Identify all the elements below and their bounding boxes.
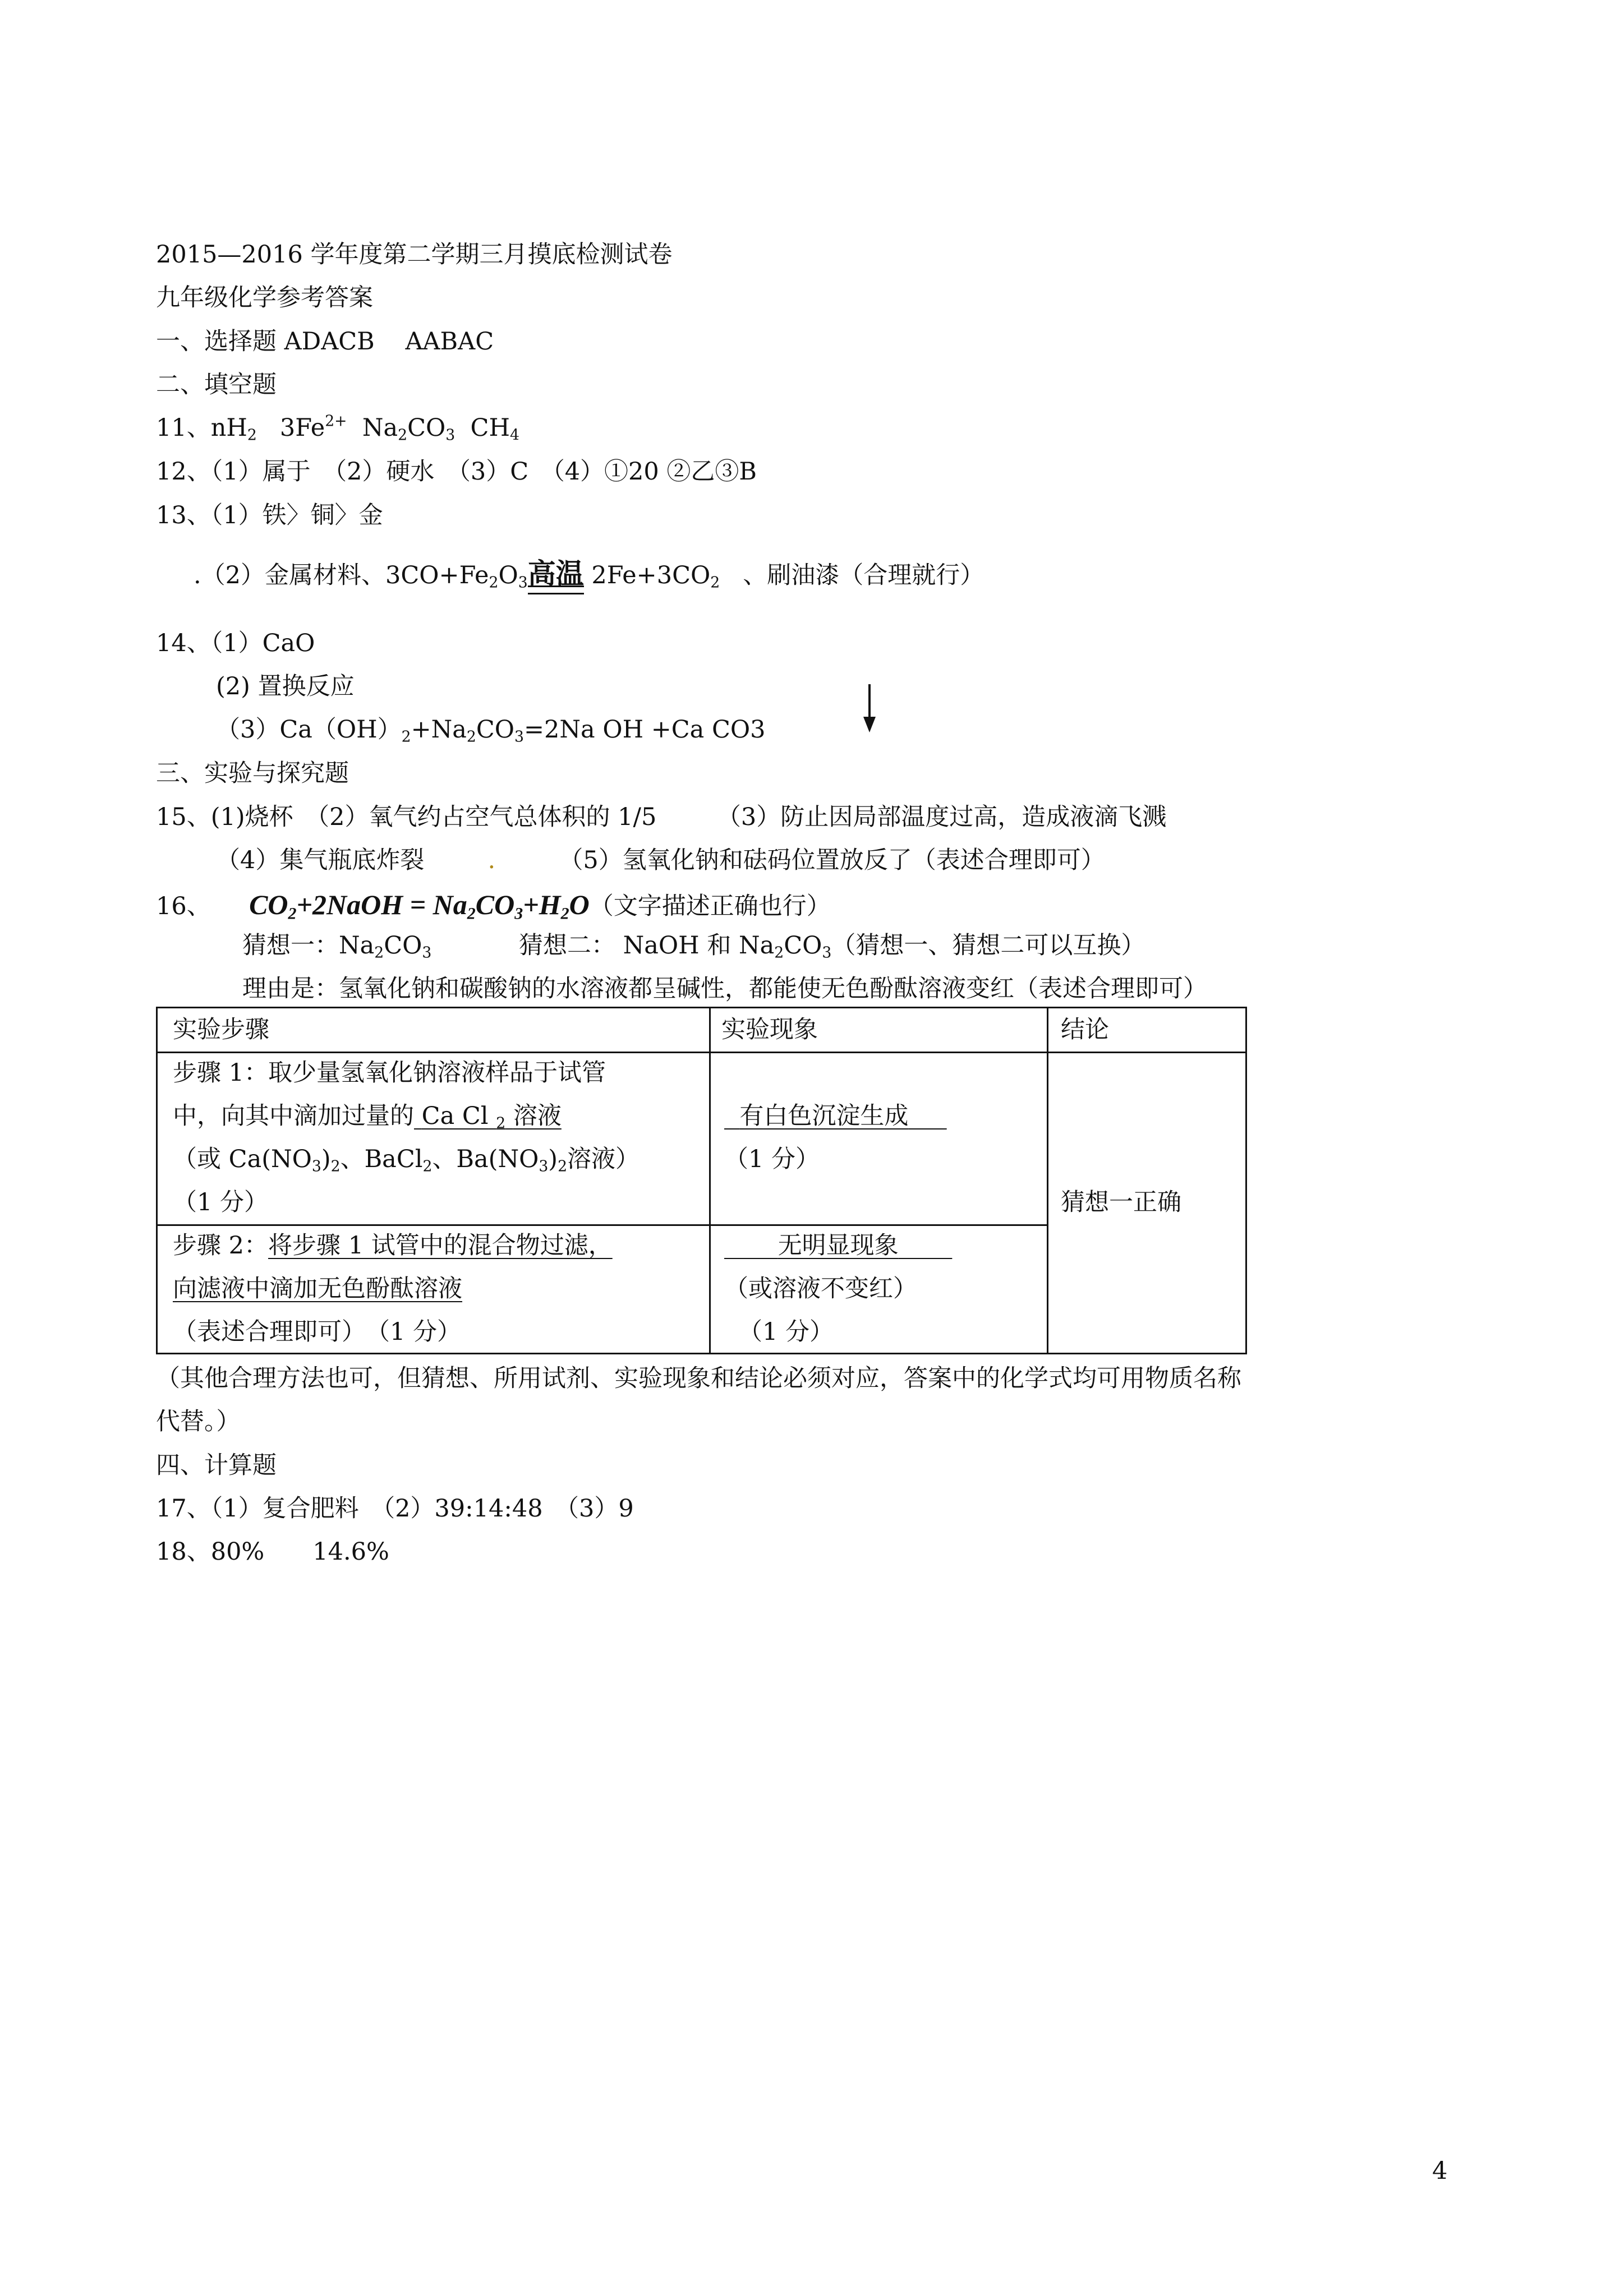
- q18-answer: 18、80% 14.6%: [156, 1538, 389, 1566]
- table-divider-v2: [1047, 1008, 1048, 1353]
- q14-3-sub1: 2: [401, 728, 411, 746]
- step1-phenomenon: [724, 1095, 947, 1138]
- guess2-sub2: 3: [822, 944, 832, 962]
- step1-phenomenon-underline: [724, 1102, 947, 1130]
- q13-2-text-a: （2）金属材料、3CO+Fe: [201, 561, 489, 589]
- step1-l3-e: ): [548, 1145, 558, 1173]
- section2-heading: 二、填空题: [156, 371, 277, 399]
- step1-l3-a: （或 Ca(NO: [173, 1145, 312, 1173]
- q14-3-answer: [216, 716, 766, 746]
- step2-l2-text: 向滤液中滴加无色酚酞溶液: [173, 1275, 462, 1303]
- note-line1: （其他合理方法也可，但猜想、所用试剂、实验现象和结论必须对应，答案中的化学式均可用物质名称: [156, 1364, 1241, 1393]
- step1-line3: [173, 1138, 640, 1181]
- step1-l3-s5: 2: [558, 1158, 568, 1175]
- reaction-condition-high-temp: 高温: [527, 557, 584, 590]
- step2-l1-b: 将步骤 1 试管中的混合物过滤，: [268, 1232, 613, 1260]
- step1-reagent-word: 溶液: [513, 1102, 562, 1130]
- q13-2-sub3: 2: [710, 574, 720, 592]
- header-conclusion: 结论: [1061, 1016, 1109, 1044]
- q13-2-sub1: 2: [489, 574, 499, 592]
- step1-reagent-formula: Ca Cl: [421, 1102, 489, 1130]
- q16-note: （文字描述正确也行）: [589, 892, 831, 920]
- step2-phenomenon-text: 无明显现象: [778, 1232, 899, 1260]
- step1-l3-b: ): [321, 1145, 331, 1173]
- guess2-text-c: （猜想一、猜想二可以互换）: [831, 932, 1145, 960]
- guess1-sub2: 3: [422, 944, 432, 962]
- step1-l3-s4: 3: [539, 1158, 549, 1175]
- q11-formula-b: 3Fe: [279, 414, 325, 442]
- experiment-table: [156, 1007, 1247, 1354]
- q11-sub-a: 2: [247, 426, 257, 444]
- page-number: 4: [1432, 2157, 1448, 2185]
- table-divider-v1: [709, 1008, 711, 1353]
- step1-phenomenon-text: 有白色沉淀生成: [739, 1102, 909, 1130]
- eq-sub4: 2: [560, 904, 569, 923]
- step1-reagent-sub: 2: [496, 1114, 506, 1132]
- guess2-text-a: 猜想二： NaOH 和 Na: [519, 932, 775, 960]
- q15-2-text-b: （5）氢氧化钠和砝码位置放反了（表述合理即可）: [559, 846, 1105, 874]
- eq-sub3: 3: [514, 904, 523, 923]
- q16-number: 16、: [156, 892, 211, 920]
- q14-3-text-b: +Na: [411, 716, 467, 744]
- eq-sub1: 2: [288, 904, 297, 923]
- q11-formula-a: nH: [210, 414, 247, 442]
- step1-reagent: [414, 1102, 562, 1130]
- step2-phenomenon: [724, 1224, 952, 1267]
- guess1-text-a: 猜想一：Na: [242, 932, 375, 960]
- guess-2: [519, 932, 1145, 962]
- step1-l3-s2: 2: [330, 1158, 341, 1175]
- guess1-text-b: CO: [384, 932, 422, 960]
- section4-heading: 四、计算题: [156, 1451, 277, 1479]
- guess2-sub1: 2: [774, 944, 784, 962]
- q11-sup-b: 2+: [325, 412, 347, 430]
- q11-formula-c: Na: [362, 414, 398, 442]
- q11-sub-d: 4: [509, 426, 519, 444]
- step2-phenomenon-underline: [724, 1232, 952, 1260]
- eq-part-a: CO: [249, 889, 288, 920]
- eq-part-b: +2NaOH = Na: [296, 889, 467, 920]
- document-title: 2015—2016 学年度第二学期三月摸底检测试卷: [156, 241, 673, 269]
- document-subtitle: 九年级化学参考答案: [156, 284, 373, 312]
- step2-phenomenon-alt: （或溶液不变红）: [724, 1275, 917, 1303]
- step1-l3-f: 溶液）: [567, 1145, 640, 1173]
- stray-dot-2: .: [487, 846, 496, 874]
- step2-phenomenon-score: （1 分）: [738, 1318, 834, 1346]
- q15-2-answer: [216, 846, 1105, 874]
- q13-2-sub2: 3: [518, 574, 528, 592]
- q13-2-text-b: O: [498, 561, 518, 589]
- note-line2: 代替。）: [156, 1408, 241, 1436]
- q11-sub-c1: 2: [398, 426, 408, 444]
- reason-line: 理由是：氢氧化钠和碳酸钠的水溶液都呈碱性，都能使无色酚酞溶液变红（表述合理即可）: [242, 975, 1207, 1003]
- q15-1-answer: 15、(1)烧杯 （2）氧气约占空气总体积的 1/5 （3）防止因局部温度过高，造成液滴飞溅: [156, 803, 1167, 831]
- q17-answer: 17、（1）复合肥料 （2）39:14:48 （3）9: [156, 1495, 634, 1523]
- step1-score: （1 分）: [173, 1188, 269, 1216]
- q11-sub-c2: 3: [445, 426, 456, 444]
- step2-line2: [173, 1267, 462, 1311]
- step1-phenomenon-score: （1 分）: [724, 1145, 820, 1173]
- q12-answer: 12、（1）属于 （2）硬水 （3）C （4）①20 ②乙③B: [156, 458, 757, 486]
- q13-2-text-c: 2Fe+3CO: [591, 561, 711, 589]
- step2-line3: （表述合理即可） （1 分）: [173, 1318, 462, 1346]
- step1-l3-d: 、Ba(NO: [432, 1145, 539, 1173]
- q15-2-text-a: （4）集气瓶底炸裂: [216, 846, 425, 874]
- section1-heading: 一、选择题: [156, 328, 277, 356]
- eq-part-d: +H: [523, 889, 561, 920]
- step1-line1: 步骤 1：取少量氢氧化钠溶液样品于试管: [173, 1059, 606, 1087]
- precipitate-arrow-icon: [861, 683, 878, 734]
- eq-part-e: O: [569, 889, 590, 920]
- guess-1: [242, 932, 432, 962]
- q14-3-text-c: CO: [476, 716, 515, 744]
- header-phenomenon: 实验现象: [721, 1016, 818, 1044]
- step1-line2: [173, 1095, 562, 1138]
- section1-answers-b: AABAC: [405, 328, 494, 356]
- q14-3-text-a: （3）Ca（OH）: [216, 716, 402, 744]
- section1-line: [156, 330, 494, 354]
- step1-line2-text: 中，向其中滴加过量的: [173, 1102, 414, 1130]
- guess1-sub1: 2: [374, 944, 384, 962]
- eq-part-c: CO: [475, 889, 515, 920]
- q11-formula-c2: CO: [407, 414, 446, 442]
- q14-1-answer: 14、（1）CaO: [156, 629, 315, 657]
- q14-3-text-d: =2Na OH +Ca CO3: [524, 716, 766, 744]
- q14-3-sub3: 3: [514, 728, 525, 746]
- section1-answers-a: ADACB: [284, 328, 375, 356]
- q16-equation: [249, 889, 590, 923]
- step2-line1: [173, 1224, 613, 1267]
- step1-l3-s3: 2: [422, 1158, 433, 1175]
- q11-answer: [156, 412, 519, 444]
- q13-2-answer: [194, 557, 984, 592]
- conclusion-cell: 猜想一正确: [1061, 1188, 1181, 1216]
- stray-dot: .: [194, 561, 201, 589]
- q11-number: 11、: [156, 414, 211, 442]
- q14-2-answer: (2) 置换反应: [216, 672, 355, 700]
- q13-1-answer: 13、（1）铁〉铜〉金: [156, 501, 383, 529]
- step1-l3-c: 、BaCl: [340, 1145, 423, 1173]
- section3-heading: 三、实验与探究题: [156, 759, 349, 787]
- step1-l3-s1: 3: [311, 1158, 321, 1175]
- q16-equation-line: [156, 889, 831, 923]
- q13-2-text-d: 、刷油漆（合理就行）: [743, 561, 984, 589]
- q14-3-sub2: 2: [466, 728, 476, 746]
- guess2-text-b: CO: [784, 932, 822, 960]
- header-steps: 实验步骤: [173, 1016, 269, 1044]
- q11-formula-d: CH: [470, 414, 510, 442]
- step2-l1-a: 步骤 2：: [173, 1232, 269, 1260]
- eq-sub2: 2: [467, 904, 476, 923]
